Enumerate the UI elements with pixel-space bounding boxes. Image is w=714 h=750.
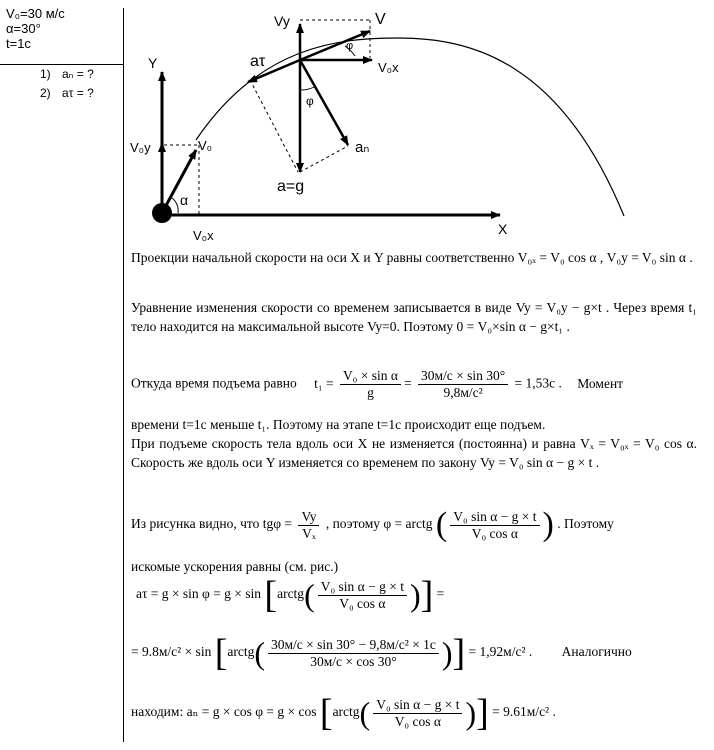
v0-label: V₀ xyxy=(198,138,213,153)
v0x-label: V₀x xyxy=(193,228,214,243)
find-1: aₙ = ? xyxy=(62,67,94,81)
moment-word: Момент xyxy=(577,375,624,391)
find-2-number: 2) xyxy=(40,86,51,100)
alpha-arc xyxy=(172,198,178,213)
given-divider-vertical xyxy=(123,8,124,742)
a-tau-frac-den: V₀ cos α xyxy=(339,595,386,611)
therefore-word: . Поэтому xyxy=(557,516,614,532)
a-tau-equation: aτ = g × sin φ = g × sin xyxy=(136,586,262,602)
t1-result: = 1,53с . xyxy=(514,375,562,391)
given-divider-horizontal xyxy=(0,64,124,65)
a-tau-numeric-den: 30м/с × cos 30° xyxy=(310,653,397,669)
phi-frac-den: V₀ cos α xyxy=(471,525,518,541)
v-vector xyxy=(300,31,370,60)
a-n-frac-num: V₀ sin α − g × t xyxy=(373,697,462,714)
a-tau-frac-num: V₀ sin α − g × t xyxy=(318,579,407,596)
a-tau-result: = 1,92м/с² . xyxy=(468,644,533,660)
paragraph-accelerations-intro: искомые ускорения равны (см. рис.) xyxy=(131,559,339,574)
tg-phi-intro: Из рисунка видно, что tgφ = xyxy=(131,516,293,532)
t1-value-den: 9,8м/с² xyxy=(443,385,483,400)
given-t: t=1с xyxy=(6,36,31,51)
phi-frac-num: V₀ sin α − g × t xyxy=(450,509,539,526)
y-axis-label: Y xyxy=(148,55,158,71)
given-v0: V₀=30 м/с xyxy=(6,6,65,21)
a-tau-equals: = xyxy=(436,586,445,602)
paragraph-rise-velocity: При подъеме скорость тела вдоль оси X не изменяется (постоянна) и равна Vₓ = V₀ₓ = V₀ cos α. Скорость же вдоль оси Y изменяется со временем по закону Vy = V₀ sin α − g × t . xyxy=(131,436,697,470)
t1-fraction-num: V₀ × sin α xyxy=(340,368,401,385)
t1-fraction-den: g xyxy=(367,385,374,400)
a-n-equation: находим: aₙ = g × cos φ = g × cos xyxy=(131,704,317,720)
a-n-frac-den: V₀ cos α xyxy=(394,713,441,729)
similarly-word: Аналогично xyxy=(561,644,632,660)
vy-label: Vy xyxy=(274,13,290,29)
a-tau-arctg: arctg xyxy=(277,586,305,602)
v0y-label: V₀y xyxy=(130,140,151,155)
v-label: V xyxy=(375,11,386,28)
alpha-label: α xyxy=(180,192,189,208)
a-tau-dashed xyxy=(250,80,298,172)
v0x-top-label: V₀x xyxy=(378,60,399,75)
a-tau-numeric-arctg: arctg xyxy=(227,644,255,660)
a-n-label: aₙ xyxy=(355,139,370,156)
paragraph-projections: Проекции начальной скорости на оси X и Y равны соответственно V₀ₓ = V₀ cos α , V₀y = V₀ sin α . xyxy=(131,250,693,265)
phi-label: φ xyxy=(306,94,314,108)
a-tau-label: aτ xyxy=(250,53,266,70)
find-2: aτ = ? xyxy=(62,86,94,100)
a-tau-numeric-num: 30м/с × sin 30° − 9,8м/с² × 1с xyxy=(268,637,439,654)
paragraph-velocity-equation: Уравнение изменения скорости со временем записывается в виде Vy = V₀y − g×t . Через время t₁ тело находится на максимальной высоте Vy=0. Поэтому 0 = V₀×sin α − g×t₁ . xyxy=(131,300,697,334)
x-axis-label: X xyxy=(498,221,508,237)
a-n-result: = 9.61м/с² . xyxy=(492,704,556,720)
a-n-dashed xyxy=(300,146,348,172)
trajectory-figure xyxy=(125,4,645,249)
paragraph-time-compare: времени t=1с меньше t₁. Поэтому на этапе t=1с происходит еще подъем. xyxy=(131,417,546,432)
find-1-number: 1) xyxy=(40,67,51,81)
a-n-arctg: arctg xyxy=(332,704,360,720)
tg-phi-num: Vy xyxy=(298,509,319,526)
given-alpha: α=30° xyxy=(6,21,41,36)
rise-time-intro: Откуда время подъема равно xyxy=(131,375,297,391)
phi-top-label: φ xyxy=(346,40,354,52)
t1-symbol: t₁ = xyxy=(314,375,334,391)
v0-vector xyxy=(162,150,196,213)
a-g-label: a=g xyxy=(277,178,305,195)
tg-phi-den: Vₓ xyxy=(302,525,316,541)
a-tau-numeric-start: = 9.8м/с² × sin xyxy=(131,644,212,660)
t1-value-num: 30м/с × sin 30° xyxy=(418,368,508,385)
phi-arctg: , поэтому φ = arctg xyxy=(325,516,433,532)
